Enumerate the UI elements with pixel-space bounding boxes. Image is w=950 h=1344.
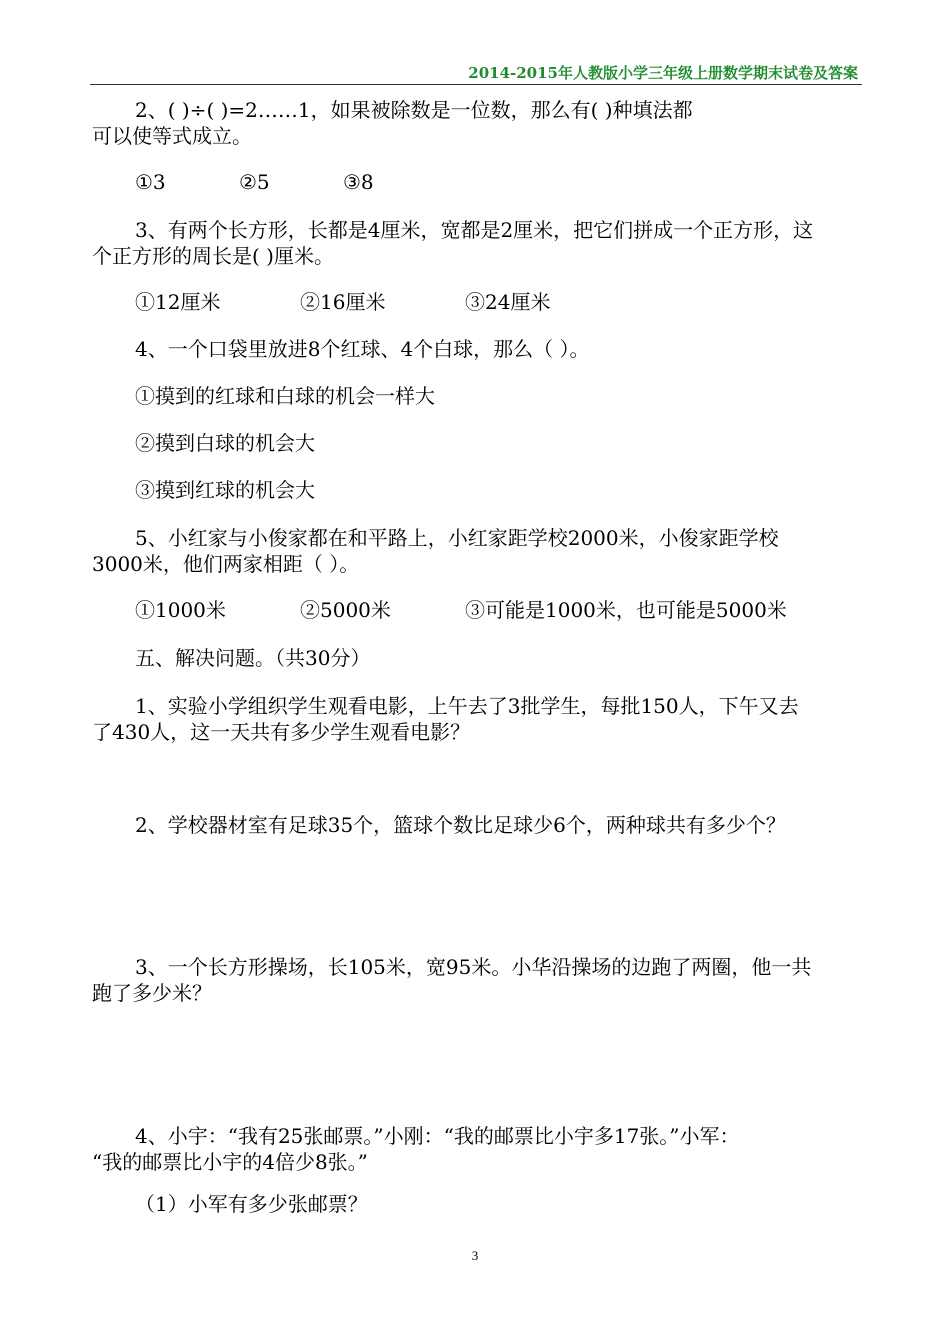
question-5-4-line1: 4、小宇：“我有25张邮票。”小刚：“我的邮票比小宇多17张。”小军：	[135, 1124, 740, 1148]
option-2: ②5	[239, 170, 270, 194]
option-1: ①3	[135, 170, 166, 194]
question-4-2-line1: 2、( )÷( )=2……1，如果被除数是一位数，那么有( )种填法都	[135, 98, 693, 122]
question-5-4-sub1: （1）小军有多少张邮票？	[135, 1192, 368, 1216]
question-5-3-line2: 跑了多少米？	[92, 981, 212, 1005]
option-1: ①1000米	[135, 598, 226, 622]
question-5-2-line1: 2、学校器材室有足球35个，篮球个数比足球少6个，两种球共有多少个？	[135, 813, 786, 837]
option-2: ②16厘米	[300, 290, 386, 314]
question-4-2-options	[135, 168, 905, 196]
header-divider	[90, 84, 862, 85]
question-4-5-line2: 3000米，他们两家相距（ ）。	[92, 552, 360, 576]
option-3: ③8	[343, 170, 374, 194]
question-4-3-line2: 个正方形的周长是( )厘米。	[92, 244, 334, 268]
section-5-heading: 五、解决问题。（共30分）	[135, 646, 371, 670]
page-number: 3	[471, 1248, 479, 1263]
question-4-4-option-2: ②摸到白球的机会大	[135, 431, 315, 455]
option-3: ③24厘米	[465, 290, 551, 314]
question-4-5-options	[135, 596, 905, 624]
question-5-3-line1: 3、一个长方形操场，长105米，宽95米。小华沿操场的边跑了两圈，他一共	[135, 955, 812, 979]
option-3: ③可能是1000米，也可能是5000米	[465, 598, 787, 622]
option-1: ①12厘米	[135, 290, 221, 314]
question-4-2-line2: 可以使等式成立。	[92, 124, 252, 148]
question-5-1-line1: 1、实验小学组织学生观看电影，上午去了3批学生，每批150人，下午又去	[135, 694, 799, 718]
header-title: 2014-2015年人教版小学三年级上册数学期末试卷及答案	[468, 64, 858, 82]
option-2: ②5000米	[300, 598, 391, 622]
question-5-1-line2: 了430人，这一天共有多少学生观看电影？	[92, 720, 471, 744]
question-4-4-option-1: ①摸到的红球和白球的机会一样大	[135, 384, 435, 408]
question-4-4-option-3: ③摸到红球的机会大	[135, 478, 315, 502]
question-5-4-line2: “我的邮票比小宇的4倍少8张。”	[92, 1150, 368, 1174]
question-4-3-line1: 3、有两个长方形，长都是4厘米，宽都是2厘米，把它们拼成一个正方形，这	[135, 218, 814, 242]
question-4-3-options	[135, 288, 905, 316]
question-4-4-line1: 4、一个口袋里放进8个红球、4个白球，那么（ ）。	[135, 337, 590, 361]
question-4-5-line1: 5、小红家与小俊家都在和平路上，小红家距学校2000米，小俊家距学校	[135, 526, 779, 550]
